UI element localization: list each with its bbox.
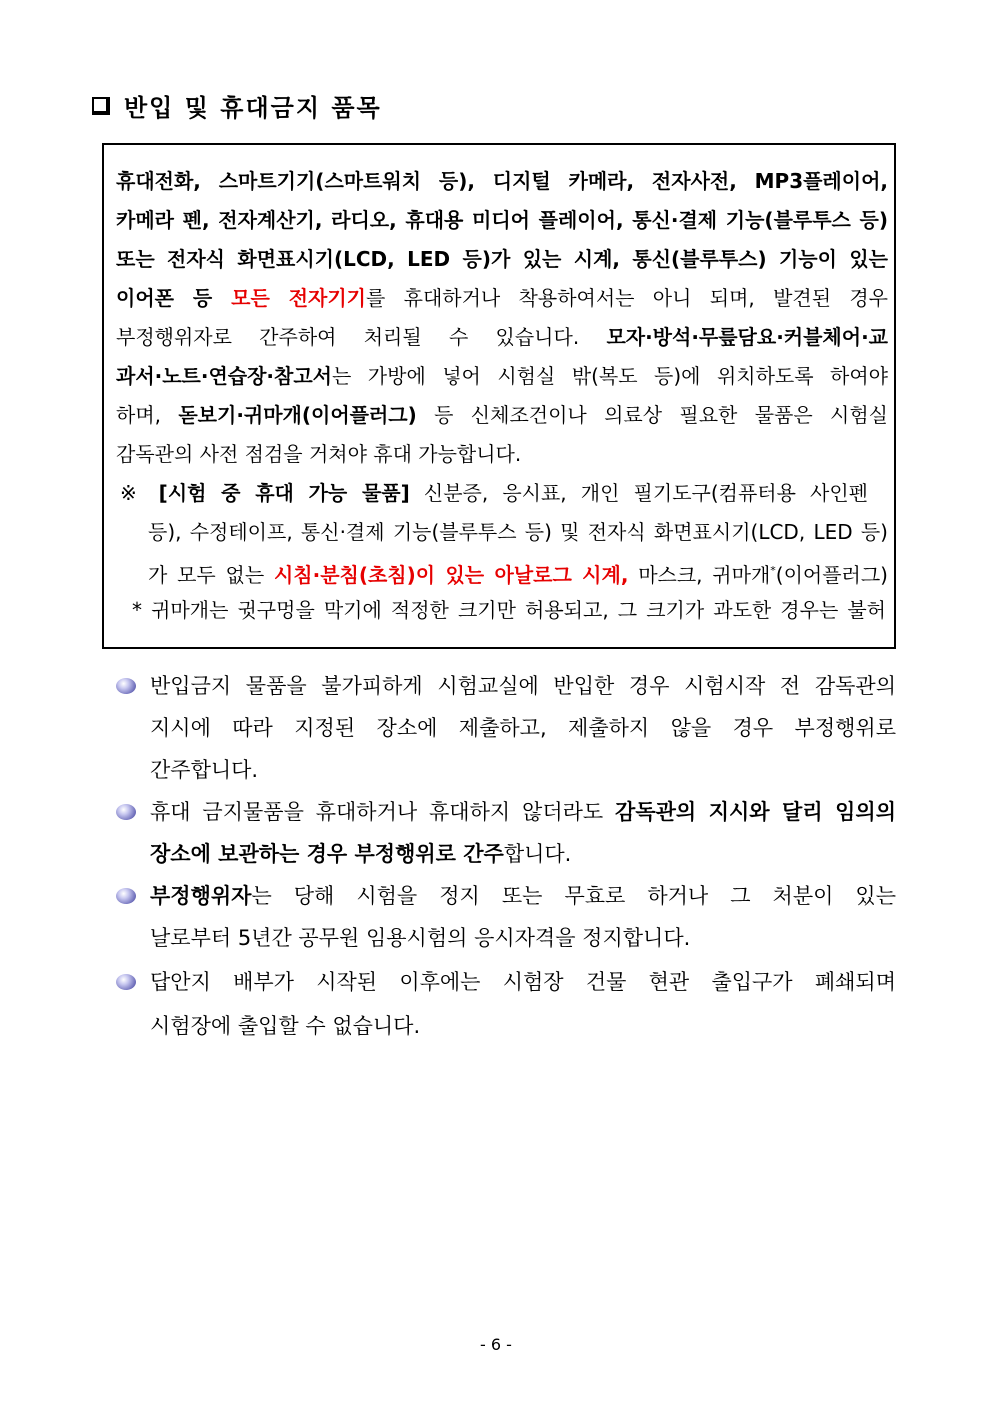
bullet-circle-icon xyxy=(116,974,136,990)
bullet-1-line-3: 간주합니다. xyxy=(150,758,259,782)
note-bold: [시험 중 휴대 가능 물품] xyxy=(158,481,410,505)
bullet-3-line-2: 날로부터 5년간 공무원 임용시험의 응시자격을 정지합니다. xyxy=(150,926,691,950)
box-line-5-plain: 부정행위자로 간주하여 처리될 수 있습니다. xyxy=(116,325,607,349)
box-line-3: 또는 전자식 화면표시기(LCD, LED 등)가 있는 시계, 통신(블루투스) 기능이 있는 xyxy=(116,247,888,271)
bullet-circle-icon xyxy=(116,888,136,904)
section-title: 반입 및 휴대금지 품목 xyxy=(124,94,382,122)
note-line-3 xyxy=(148,557,888,589)
bullet-2-bold-2: 장소에 보관하는 경우 부정행위로 간주 xyxy=(150,842,504,866)
note-line-2: 등), 수정테이프, 통신·결제 기능(블루투스 등) 및 전자식 화면표시기(LCD, LED 등) xyxy=(148,520,888,544)
box-line-4-rest: 를 휴대하거나 착용하여서는 아니 되며, 발견된 경우 xyxy=(366,286,888,310)
note-line-3-end: (이어플러그) xyxy=(775,563,888,587)
box-line-4-bold: 이어폰 등 xyxy=(116,286,232,310)
section-heading xyxy=(92,88,382,123)
bullet-2-rest: 합니다. xyxy=(503,842,572,866)
bullet-4-line-2: 시험장에 출입할 수 없습니다. xyxy=(150,1014,421,1038)
box-line-6-rest: 는 가방에 넣어 시험실 밖(복도 등)에 위치하도록 하여야 xyxy=(332,364,888,388)
note-line-1-rest: 신분증, 응시표, 개인 필기도구(컴퓨터용 사인펜 xyxy=(409,481,868,505)
box-line-6-bold: 과서·노트·연습장·참고서 xyxy=(116,364,332,388)
bullet-4-line-1: 답안지 배부가 시작된 이후에는 시험장 건물 현관 출입구가 폐쇄되며 xyxy=(150,970,896,994)
bullet-1-line-1: 반입금지 물품을 불가피하게 시험교실에 반입한 경우 시험시작 전 감독관의 xyxy=(150,674,896,698)
bullet-2-bold-1: 감독관의 지시와 달리 임의의 xyxy=(615,800,896,824)
box-line-2: 카메라 펜, 전자계산기, 라디오, 휴대용 미디어 플레이어, 통신·결제 기능(블루투스 등) xyxy=(116,208,888,232)
note-line-3-rest: 마스크, 귀마개 xyxy=(628,563,771,587)
bullet-2-line-1 xyxy=(150,798,896,826)
box-line-7-plain: 하며, xyxy=(116,403,179,427)
bullet-circle-icon xyxy=(116,678,136,694)
bullet-2-plain: 휴대 금지물품을 휴대하거나 휴대하지 않더라도 xyxy=(150,800,616,824)
page-number: - 6 - xyxy=(480,1335,512,1354)
bullet-3-line-1 xyxy=(150,882,896,910)
bullet-3-bold: 부정행위자 xyxy=(150,884,252,908)
note-mark: ※ xyxy=(120,481,145,505)
footnote-line xyxy=(132,596,886,624)
box-line-5-bold: 모자·방석·무릎담요·커블체어·교 xyxy=(606,325,888,349)
bullet-1-line-2: 지시에 따라 지정된 장소에 제출하고, 제출하지 않을 경우 부정행위로 xyxy=(150,716,896,740)
box-line-7-rest: 등 신체조건이나 의료상 필요한 물품은 시험실 xyxy=(416,403,888,427)
box-line-4-red: 모든 전자기기 xyxy=(231,286,366,310)
box-line-6 xyxy=(116,362,888,390)
bullet-3-rest: 는 당해 시험을 정지 또는 무효로 하거나 그 처분이 있는 xyxy=(251,884,896,908)
bullet-circle-icon xyxy=(116,804,136,820)
checkbox-square-icon xyxy=(92,97,110,115)
note-line-3-sup: * xyxy=(770,564,776,577)
note-line-3-plain: 가 모두 없는 xyxy=(148,563,274,587)
box-line-7-bold: 돋보기·귀마개(이어플러그) xyxy=(178,403,417,427)
footnote-text: 귀마개는 귓구멍을 막기에 적정한 크기만 허용되고, 그 크기가 과도한 경우는 불허 xyxy=(151,598,886,622)
box-line-1: 휴대전화, 스마트기기(스마트워치 등), 디지털 카메라, 전자사전, MP3플레이어, xyxy=(116,169,888,193)
box-line-4 xyxy=(116,284,888,312)
bullet-2-line-2 xyxy=(150,840,896,868)
box-line-7 xyxy=(116,401,888,429)
footnote-mark: * xyxy=(132,598,142,622)
box-line-5 xyxy=(116,323,888,351)
note-line-1 xyxy=(120,479,868,507)
box-line-8: 감독관의 사전 점검을 거쳐야 휴대 가능합니다. xyxy=(116,442,522,466)
note-line-3-red: 시침·분침(초침)이 있는 아날로그 시계, xyxy=(273,563,629,587)
